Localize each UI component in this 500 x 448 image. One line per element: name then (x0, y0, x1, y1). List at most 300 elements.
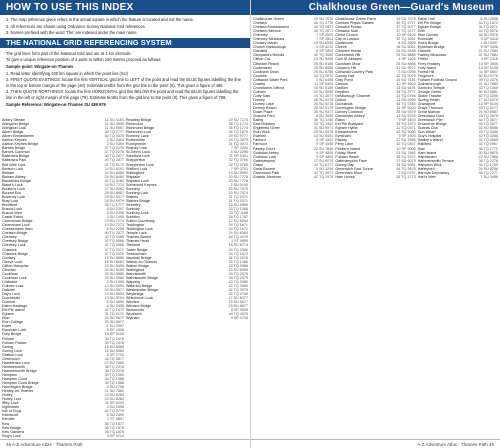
entry-name: Embankment (335, 130, 358, 135)
entry-name: Greenwich Park (253, 170, 280, 175)
entry-name: Hurley (2, 393, 13, 398)
entry-grid-ref: 1 SU 0097 (480, 41, 498, 46)
entry-name: Eton College (2, 320, 24, 325)
entry-name: Egham Bridge (417, 25, 442, 30)
entry-grid-ref: 9 SP 4710 (106, 433, 124, 438)
entry-name: Caversham Bridge (2, 219, 33, 224)
entry-grid-ref: 40 TQ 2877 (478, 122, 498, 127)
entry-grid-ref: 12 SU 5094 (104, 283, 124, 288)
entry-name: Shillingford (126, 170, 145, 175)
entry-name: Desborough Channel (335, 93, 371, 98)
entry-grid-ref: 20 SU 7574 (228, 190, 248, 195)
entry-name: Vauxhall Bridge (126, 255, 152, 260)
entry-name: Barnes Bridge (2, 146, 26, 151)
entry-grid-ref: 26 SU 9086 (104, 275, 124, 280)
entry-grid-ref: 44 TQ 3977 (313, 170, 334, 175)
entry-grid-ref: 25 SU 8886 (396, 53, 416, 58)
entry-grid-ref: 9 SP 4309 (398, 134, 416, 139)
entry-grid-ref: 4 SU 1796 (106, 385, 124, 390)
entry-grid-ref: 9 SP 4506 (316, 142, 334, 147)
entry-name: Chelsea Physic Garden (335, 21, 375, 26)
entry-grid-ref: 37 TQ 2176 (104, 146, 124, 151)
entry-name: Surbiton (126, 215, 140, 220)
entry-grid-ref: 30 SU 9875 (478, 150, 498, 155)
entry-name: Chalkhouse Green (253, 17, 284, 21)
entry-name: Duxford (2, 300, 15, 305)
entry-grid-ref: 1 ST 9897 (107, 417, 124, 422)
entry-name: Greenland Dock (417, 114, 445, 119)
entry-grid-ref: 24 SU 8586 (478, 126, 498, 131)
entry-name: Greenwich Foot Tunnel (335, 166, 374, 171)
entry-name: Eton Dorney (417, 33, 439, 38)
entry-grid-ref: 14 SU 6191 (104, 166, 124, 171)
entry-grid-ref: 34 TQ 1673 (478, 21, 498, 26)
entry-grid-ref: 9 SP 4408 (106, 328, 124, 333)
entry-grid-ref: 16 SU 5980 (104, 348, 124, 353)
entry-name: Fulham Reach (335, 154, 360, 159)
entry-grid-ref: 9 SP 4809 (316, 154, 334, 159)
entry-grid-ref: 42 TQ 3080 (313, 53, 334, 58)
entry-grid-ref: 44 TQ 3779 (104, 409, 124, 414)
entry-name: Kew Bridge (2, 425, 21, 430)
entry-grid-ref: 13 SU 5693 (104, 292, 124, 297)
entry-grid-ref: 13 SU 5794 (104, 296, 124, 301)
entry-name: Eaton Hall (417, 17, 435, 21)
entry-grid-ref: 40 TQ 2877 (104, 158, 124, 163)
entry-grid-ref: 27 SU 9082 (104, 186, 124, 191)
entry-name: Coombe (253, 73, 267, 78)
entry-name: Cricklade (2, 279, 18, 284)
entry-name: Ham Island (417, 150, 437, 155)
entry-grid-ref: 28 SU 9079 (104, 198, 124, 203)
entry-grid-ref: 12 SU 5095 (313, 89, 334, 94)
entry-grid-ref: 24 SU 8587 (478, 110, 498, 115)
entry-name: Hammersmith Bridge (2, 368, 37, 373)
entry-name: Eel Pie Island (2, 308, 25, 313)
entry-grid-ref: 9 SP 4909 (230, 308, 248, 313)
entry-grid-ref: 31 TQ 0371 (396, 126, 416, 131)
entry-grid-ref: 24 SU 8484 (104, 174, 124, 179)
entry-grid-ref: 39 TQ 2376 (478, 77, 498, 82)
entry-name: Eynsham Bridge (417, 45, 445, 50)
entry-grid-ref: 38 TQ 2377 (396, 154, 416, 159)
entry-name: Cray Pond (335, 77, 353, 82)
entry-name: Cotswold Water Park (253, 77, 288, 82)
entry-grid-ref: 9 SP 4708 (230, 316, 248, 321)
entry-grid-ref: 9 SP 4809 (316, 150, 334, 155)
entry-name: Church Hanborough (253, 45, 287, 50)
index-instructions (0, 15, 250, 36)
entry-grid-ref: 28 SU 9278 (313, 101, 334, 106)
index-range-title: Chalkhouse Green—Guard's Museum (251, 0, 500, 15)
entry-name: Chertsey (2, 235, 17, 240)
entry-grid-ref: 29 SU 9677 (104, 320, 124, 325)
entry-name: Cliveden Reach (253, 61, 280, 66)
entry-name: Walton-on-Thames (126, 259, 158, 264)
entry-name: Cookham Lock (2, 275, 27, 280)
entry-grid-ref: 34 TQ 1769 (478, 162, 498, 167)
entry-grid-ref: 30 SU 9881 (478, 89, 498, 94)
entry-name: Cockmarsh Hill (335, 53, 361, 58)
entry-name: Guy's Hospital (417, 134, 442, 139)
entry-grid-ref: 10 SP 5006 (396, 146, 416, 151)
entry-grid-ref: 36 TQ 1675 (228, 130, 248, 135)
entry-name: Buscot Lock (2, 207, 23, 212)
entry-grid-ref: 16 SU 6081 (396, 45, 416, 50)
entry-name: Cookham Dean (253, 69, 279, 74)
entry-name: Somerford Keynes (126, 182, 157, 187)
entry-name: Sutton Courtenay (126, 219, 155, 224)
entry-name: Thames Barrier (126, 235, 152, 240)
entry-name: Friday Street (335, 150, 357, 155)
entry-grid-ref: 35 TQ 1773 (396, 174, 416, 179)
left-page-footer: 46 A-Z Adventure Atlas - Thames Path (0, 439, 250, 448)
entry-grid-ref: 20 SU 7778 (228, 178, 248, 183)
entry-grid-ref: 25 SU 8987 (104, 190, 124, 195)
entry-grid-ref: 7 SU 3499 (480, 174, 498, 179)
entry-grid-ref: 42 TQ 3280 (478, 134, 498, 139)
entry-grid-ref: 34 TQ 1673 (228, 251, 248, 256)
entry-name: Gainsborough (417, 81, 441, 86)
entry-grid-ref: 4 SP 2318 (480, 57, 498, 62)
entry-grid-ref: 29 SU 9477 (104, 194, 124, 199)
entry-name: Guards' Museum (253, 174, 281, 179)
entry-grid-ref: 32 TQ 0467 (396, 142, 416, 147)
entry-grid-ref: 9 SP 4308 (480, 45, 498, 50)
entry-grid-ref: 44 TQ 3777 (396, 89, 416, 94)
entry-name: Fawley Court (253, 146, 275, 151)
entry-grid-ref: 10 SP 5105 (396, 33, 416, 38)
entry-name: Greenham Moor (335, 170, 363, 175)
entry-name: Greenwich (2, 356, 20, 361)
entry-name: Chelsea Bridge (2, 231, 28, 236)
entry-grid-ref: 42 TQ 3280 (478, 93, 498, 98)
entry-name: Chiswick (2, 247, 17, 252)
entry-grid-ref: 29 SU 9777 (228, 134, 248, 139)
entry-name: Globe Theatre (417, 93, 442, 98)
entry-name: Chertsey Lock (2, 243, 26, 248)
entry-name: Caversham Lock (2, 223, 30, 228)
entry-grid-ref: 35 TQ 1774 (228, 122, 248, 127)
entry-grid-ref: 33 TQ 1066 (228, 259, 248, 264)
entry-grid-ref: 36 TQ 1780 (313, 118, 334, 123)
entry-grid-ref: 32 TQ 0766 (396, 93, 416, 98)
entry-grid-ref: 11 SU 5097 (104, 126, 124, 131)
entry-grid-ref: 10 SP 4905 (478, 61, 498, 66)
index-entry (418, 175, 498, 179)
entry-grid-ref: 21 SU 7683 (478, 81, 498, 86)
entry-grid-ref: 37 TQ 2076 (104, 251, 124, 256)
entry-name: Blackfriars Bridge (2, 178, 31, 183)
entry-name: Streatley (126, 202, 141, 207)
entry-name: Windsor (126, 300, 140, 305)
entry-name: Folly Island (417, 65, 437, 70)
entry-grid-ref: 33 TQ 0966 (228, 263, 248, 268)
entry-name: Sunbury Lock (126, 211, 149, 216)
entry-name: Ashton Keynes Bridge (2, 142, 39, 147)
entry-grid-ref: 17 SU 6377 (228, 296, 248, 301)
entry-grid-ref: 31 TQ 0171 (104, 312, 124, 317)
entry-grid-ref: 17 SU 6079 (313, 158, 334, 163)
entry-name: Thames Head (126, 239, 150, 244)
entry-grid-ref: 24 SU 8485 (104, 170, 124, 175)
entry-name: Weybridge (126, 292, 144, 297)
entry-grid-ref: 44 TQ 3877 (104, 356, 124, 361)
entry-name: Grafton Lock (2, 352, 24, 357)
entry-grid-ref: 4 SU 2098 (106, 405, 124, 410)
entry-name: Farmoor (253, 142, 267, 147)
entry-grid-ref: 10 SP 5105 (104, 332, 124, 337)
entry-name: Goring Lock (2, 348, 22, 353)
right-page (250, 0, 500, 448)
entry-grid-ref: 19 SU 7181 (396, 77, 416, 82)
entry-grid-ref: 25 SU 8785 (313, 69, 334, 74)
entry-name: Great Bourne (253, 166, 276, 171)
entry-name: Rotherhithe (126, 138, 146, 143)
entry-grid-ref: 2 SU 0394 (106, 142, 124, 147)
entry-grid-ref: 15 SU 6189 (313, 85, 334, 90)
entry-grid-ref: 16 SU 5980 (228, 202, 248, 207)
entry-name: Cleeve Lock (2, 259, 23, 264)
entry-grid-ref: 31 SU 9972 (396, 65, 416, 70)
entry-name: Walton Bridge (126, 263, 150, 268)
right-page-footer: A-Z Adventure Atlas - Thames Path 49 (251, 439, 500, 448)
entry-name: Chiswick House (335, 25, 362, 30)
entry-grid-ref: 16 SU 5980 (104, 344, 124, 349)
entry-name: Hampton Court (2, 377, 28, 381)
entry-name: Cholsey (2, 255, 16, 260)
entry-grid-ref: 2 SU 0495 (315, 77, 334, 82)
entry-grid-ref: 29 SU 9677 (104, 316, 124, 321)
entry-grid-ref: 13 SU 5495 (104, 263, 124, 268)
entry-name: Sandford Lock (126, 154, 150, 159)
entry-name: Fawley Meadows (417, 53, 447, 58)
entry-name: Bisham Abbey (2, 174, 26, 179)
entry-grid-ref: 37 TQ 2077 (104, 247, 124, 252)
entry-name: Hadley's Island (417, 138, 443, 143)
grid-text-6: 3. THEN QUOTE NORTHINGS: locate the first HORIZONTAL grid line BELOW the point and read the BLUE figures labelling the line in the left or right margin of the page (79). Estimate tenths from the grid line to the point (9). This gives a figure of 799. (6, 89, 239, 100)
entry-grid-ref: 7 SP 3500 (316, 33, 334, 38)
index-column (418, 17, 498, 438)
entry-name: Cookham Moor (335, 61, 361, 66)
entry-name: Chertsey Bridge (2, 239, 29, 244)
entry-name: Fifield (417, 57, 428, 62)
entry-name: Waterloo Bridge (126, 283, 153, 288)
entry-name: Battersea Park (2, 158, 27, 163)
entry-grid-ref: 5 SU 2398 (106, 211, 124, 216)
entry-grid-ref: 40 TQ 2777 (104, 130, 124, 135)
entry-name: Cheesemans Ham (2, 227, 33, 232)
entry-name: Eynsham Lock (2, 328, 27, 333)
entry-name: Fiddler's Island (335, 146, 361, 151)
entry-grid-ref: 42 TQ 2979 (313, 174, 334, 179)
entry-name: Windsor Bridge (126, 304, 152, 309)
entry-name: Hammersmith Terrace (417, 158, 454, 163)
entry-grid-ref: 2 SU 0295 (398, 69, 416, 74)
right-index-columns (251, 17, 500, 438)
entry-name: Chelsea Embankment (253, 25, 290, 30)
entry-grid-ref: 26 SU 9185 (396, 49, 416, 54)
entry-grid-ref: 34 TQ 1568 (104, 381, 124, 386)
entry-grid-ref: 21 SU 7682 (396, 150, 416, 155)
entry-grid-ref: 29 SU 9677 (228, 300, 248, 305)
entry-name: Cleeve (335, 45, 347, 50)
entry-name: Runnymede (126, 142, 146, 147)
entry-name: Hart's Weir (417, 174, 436, 179)
entry-grid-ref: 15 SU 6085 (313, 41, 334, 46)
entry-grid-ref: 11 SP 5204 (396, 106, 416, 111)
entry-grid-ref: 4 SP 1501 (316, 138, 334, 143)
entry-grid-ref: 19 SU 7174 (228, 118, 248, 122)
entry-grid-ref: 6 SU 2598 (480, 17, 498, 21)
entry-grid-ref: 10 SP 4604 (396, 81, 416, 86)
entry-grid-ref: 23 SU 8283 (104, 393, 124, 398)
entry-grid-ref: 29 SU 9478 (313, 130, 334, 135)
entry-grid-ref: 16 SU 6081 (104, 259, 124, 264)
entry-name: Garrick's Temple (417, 85, 445, 90)
entry-grid-ref: 42 TQ 3281 (396, 37, 416, 42)
entry-grid-ref: 15 SU 6089 (228, 267, 248, 272)
entry-grid-ref: 33 TQ 1369 (104, 372, 124, 377)
entry-grid-ref: 44 TQ 6177 (313, 162, 334, 167)
entry-name: Westminster Bridge (126, 287, 159, 292)
entry-name: Kelmscott (2, 413, 19, 418)
entry-grid-ref: 44 TQ 5078 (478, 29, 498, 34)
grid-text-4: 1. Read letter identifying 100 km square in which the point lies (SU) (6, 70, 128, 76)
entry-name: Iffley Lock (2, 401, 19, 406)
grid-text-5: 2. FIRST QUOTE EASTINGS: locate the first VERTICAL grid line to LEFT of the point and read the BLUE figures labelling the line in the top or bottom margin of the page (48). Estimate tenths from the grid line to the point (6). This gives a figure of 486. (6, 77, 241, 88)
entry-name: Ashton Keynes (2, 138, 27, 143)
entry-name: Sunbury (126, 207, 140, 212)
entry-name: Greenwich Pier (417, 118, 443, 123)
entry-grid-ref: 6 SP 2802 (316, 49, 334, 54)
entry-grid-ref: 32 TQ 0566 (104, 243, 124, 248)
entry-grid-ref: 19 SU 7273 (104, 223, 124, 228)
entry-name: Wandsworth (126, 271, 147, 276)
entry-name: Wandsworth Bridge (126, 275, 159, 280)
entry-grid-ref: 7 SP 3200 (230, 146, 248, 151)
entry-grid-ref: 5 SU 2397 (106, 207, 124, 212)
entry-name: Egham Hythe (335, 126, 358, 131)
entry-grid-ref: 14 SU 6191 (396, 85, 416, 90)
entry-name: Romney Lock (126, 134, 149, 139)
entry-name: Goring Heath (417, 97, 440, 102)
entry-grid-ref: 13 SU 5794 (396, 114, 416, 119)
entry-name: Coln St Aldwyns (335, 57, 362, 62)
entry-grid-ref: 44 TQ 3877 (313, 93, 334, 98)
entry-grid-ref: 34 TQ 1568 (104, 377, 124, 381)
entry-grid-ref: 25 SU 8985 (396, 61, 416, 66)
entry-grid-ref: 12 SU 5094 (228, 219, 248, 224)
entry-grid-ref: 9 SP 4212 (316, 45, 334, 50)
entry-grid-ref: 42 TQ 3079 (228, 287, 248, 292)
grid-system-text (0, 49, 250, 107)
entry-grid-ref: 34 TQ 1767 (228, 215, 248, 220)
entry-name: Sonning Lock (126, 190, 149, 195)
entry-name: Reading Bridge (126, 118, 152, 122)
entry-name: St John's Lock (126, 150, 150, 155)
entry-name: Shifford Lock (126, 166, 148, 171)
entry-name: Tilehurst (126, 243, 141, 248)
entry-grid-ref: 33 TQ 0967 (478, 142, 498, 147)
entry-name: Shiplake Lock (126, 178, 149, 183)
entry-grid-ref: 43 TQ 3579 (228, 138, 248, 143)
entry-grid-ref: 32 TQ 0566 (104, 239, 124, 244)
entry-grid-ref: 2 SU 0494 (106, 138, 124, 143)
entry-name: Erith (417, 29, 426, 34)
entry-name: Grays Thurrock (417, 106, 443, 111)
entry-name: Whitchurch Lock (126, 296, 154, 301)
entry-grid-ref: 38 TQ 2277 (478, 170, 498, 175)
entry-name: Crowmarsh Gifford (253, 85, 284, 90)
entry-name: Fairmile (417, 49, 431, 54)
entry-grid-ref: 10 SP 5105 (478, 101, 498, 106)
entry-grid-ref: 28 SU 9378 (478, 33, 498, 38)
entry-name: Halliford (417, 142, 432, 147)
entry-name: Chimney (253, 33, 268, 38)
entry-grid-ref: 44 TQ 6177 (478, 106, 498, 111)
entry-name: Hampton (2, 372, 17, 377)
entry-grid-ref: 7 SP 3501 (316, 37, 334, 42)
entry-name: Goring Gap (335, 162, 355, 167)
entry-grid-ref: 22 SU 7684 (313, 146, 334, 151)
entry-name: Cockmarsh (253, 65, 272, 70)
entry-grid-ref: 44 TQ 4379 (228, 312, 248, 317)
entry-grid-ref: 24 SU 8384 (228, 231, 248, 236)
entry-name: Cookham (2, 271, 18, 276)
entry-name: Eaton Hastings (2, 304, 28, 309)
entry-name: Eel Pie Bridge (417, 21, 442, 26)
entry-name: Folly Bridge (2, 332, 22, 337)
grid-text-7: Sample Reference: Wingate-on-Thames SU 486 979 (6, 101, 106, 107)
entry-grid-ref: 8 SU 3699 (106, 300, 124, 305)
entry-name: Staines (126, 194, 139, 199)
entry-grid-ref: 17 SU 6079 (396, 158, 416, 163)
entry-name: Deptford (335, 89, 350, 94)
entry-grid-ref: 25 SU 8886 (313, 65, 334, 70)
entry-grid-ref: 19 SU 7174 (104, 219, 124, 224)
entry-name: Eton (2, 316, 10, 321)
entry-name: Buscot Weir (2, 211, 22, 216)
entry-grid-ref: 7 SP 3701 (230, 166, 248, 171)
entry-name: Teddington (126, 223, 145, 228)
entry-name: Boulter's Lock (2, 186, 26, 191)
entry-grid-ref: 41 TQ 3078 (228, 255, 248, 260)
entry-grid-ref: 5 SU 2499 (106, 413, 124, 418)
entry-name: Dadford (335, 85, 349, 90)
entry-name: Fawley (335, 138, 348, 143)
entry-grid-ref: 44 TQ 3877 (478, 118, 498, 123)
entry-grid-ref: 35 TQ 1774 (228, 126, 248, 131)
entry-grid-ref: 14 SU 6491 (313, 134, 334, 139)
entry-name: Egham (2, 312, 14, 317)
entry-name: Dorchester (2, 296, 21, 301)
entry-grid-ref: 40 TQ 2777 (396, 21, 416, 26)
entry-name: Chimney Meadows (253, 37, 285, 42)
entry-grid-ref: 39 TQ 2575 (228, 271, 248, 276)
entry-name: Cleopatra's Needle (253, 53, 285, 58)
entry-grid-ref: 33 TQ 1068 (228, 207, 248, 212)
entry-grid-ref: 28 SU 9179 (313, 106, 334, 111)
entry-name: Fulham (2, 336, 15, 341)
entry-name: Ewelme (253, 134, 267, 139)
entry-name: Docklands (335, 101, 353, 106)
entry-name: Ham (417, 146, 426, 151)
entry-grid-ref: 16 SU 5981 (396, 162, 416, 167)
instruction-1: 1. The map reference given refers to the actual square in which the feature is located and not the name. (6, 17, 194, 22)
entry-grid-ref: 37 TQ 2177 (396, 29, 416, 34)
entry-name: Chelsea (253, 21, 267, 26)
